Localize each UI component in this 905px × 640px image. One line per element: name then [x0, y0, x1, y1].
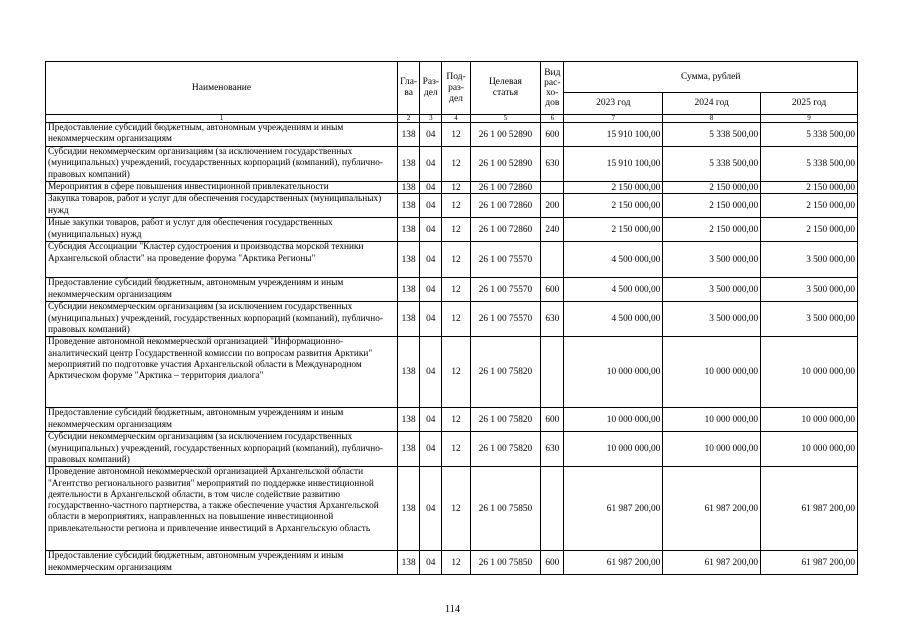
- table-row: [46, 123, 858, 147]
- table-body: [46, 123, 858, 575]
- row-chapter: 138: [398, 432, 420, 467]
- row-amount-2024: 61 987 200,00: [663, 551, 761, 575]
- row-name: Субсидии некоммерческим организациям (за исключением государственных (муниципальных) учреждений, государственных корпораций (компаний), публично-правовых компаний): [46, 432, 398, 467]
- row-target: 26 1 00 75570: [470, 278, 541, 302]
- row-amount-2024: 5 338 500,00: [663, 123, 761, 147]
- row-subsection: 12: [442, 432, 470, 467]
- row-target: 26 1 00 52890: [470, 123, 541, 147]
- row-chapter: 138: [398, 194, 420, 218]
- row-amount-2024: 2 150 000,00: [663, 218, 761, 242]
- table-row: [46, 147, 858, 182]
- row-section: 04: [420, 467, 442, 551]
- row-expense-type: [541, 337, 564, 408]
- row-section: 04: [420, 432, 442, 467]
- column-number: 9: [761, 115, 858, 123]
- row-expense-type: 200: [541, 194, 564, 218]
- row-name: Иные закупки товаров, работ и услуг для обеспечения государственных (муниципальных) нужд: [46, 218, 398, 242]
- row-subsection: 12: [442, 278, 470, 302]
- table-row: [46, 551, 858, 575]
- header-target: Целевая статья: [470, 62, 541, 115]
- row-expense-type: 630: [541, 302, 564, 337]
- header-expense-type: Вид рас- хо- дов: [541, 62, 564, 115]
- row-section: 04: [420, 337, 442, 408]
- row-target: 26 1 00 75570: [470, 302, 541, 337]
- row-target: 26 1 00 75820: [470, 408, 541, 432]
- table-row: [46, 467, 858, 551]
- row-subsection: 12: [442, 182, 470, 194]
- row-amount-2025: 2 150 000,00: [761, 218, 858, 242]
- row-chapter: 138: [398, 302, 420, 337]
- row-expense-type: [541, 242, 564, 278]
- row-chapter: 138: [398, 147, 420, 182]
- page-number: 114: [444, 604, 461, 615]
- budget-table: [45, 61, 858, 575]
- row-chapter: 138: [398, 123, 420, 147]
- table-row: [46, 218, 858, 242]
- row-chapter: 138: [398, 242, 420, 278]
- row-amount-2024: 3 500 000,00: [663, 278, 761, 302]
- row-expense-type: 630: [541, 147, 564, 182]
- row-section: 04: [420, 278, 442, 302]
- header-subsection: Под- раз- дел: [442, 62, 470, 115]
- row-amount-2023: 10 000 000,00: [564, 408, 663, 432]
- row-amount-2024: 2 150 000,00: [663, 182, 761, 194]
- row-amount-2023: 61 987 200,00: [564, 551, 663, 575]
- row-amount-2024: 3 500 000,00: [663, 242, 761, 278]
- row-chapter: 138: [398, 551, 420, 575]
- row-amount-2025: 10 000 000,00: [761, 337, 858, 408]
- header-year-2025: 2025 год: [761, 93, 858, 115]
- row-target: 26 1 00 72860: [470, 182, 541, 194]
- row-subsection: 12: [442, 337, 470, 408]
- row-section: 04: [420, 551, 442, 575]
- row-section: 04: [420, 194, 442, 218]
- row-subsection: 12: [442, 408, 470, 432]
- row-section: 04: [420, 147, 442, 182]
- row-amount-2024: 10 000 000,00: [663, 408, 761, 432]
- row-name: Субсидии некоммерческим организациям (за исключением государственных (муниципальных) учреждений, государственных корпораций (компаний), публично-правовых компаний): [46, 302, 398, 337]
- table-row: [46, 408, 858, 432]
- row-section: 04: [420, 123, 442, 147]
- row-subsection: 12: [442, 147, 470, 182]
- row-expense-type: 240: [541, 218, 564, 242]
- row-section: 04: [420, 302, 442, 337]
- header-chapter: Гла- ва: [398, 62, 420, 115]
- row-chapter: 138: [398, 467, 420, 551]
- row-section: 04: [420, 242, 442, 278]
- header-year-2023: 2023 год: [564, 93, 663, 115]
- row-amount-2023: 15 910 100,00: [564, 147, 663, 182]
- row-name: Проведение автономной некоммерческой организацией Архангельской области "Агентство регионального развития" мероприятий по поддержке инвестиционной деятельности в Архангельской области, в том числе содействие развитию государственно-частного партнерства, а также обеспечение участия Архангельской области в мероприятиях, направленных на повышение инвестиционной привлекательности региона и привлечение инвестиций в Архангельскую область: [46, 467, 398, 551]
- row-expense-type: 600: [541, 408, 564, 432]
- row-amount-2025: 5 338 500,00: [761, 147, 858, 182]
- column-number: 1: [46, 115, 398, 123]
- row-amount-2023: 2 150 000,00: [564, 194, 663, 218]
- row-amount-2025: 5 338 500,00: [761, 123, 858, 147]
- column-number: 6: [541, 115, 564, 123]
- row-subsection: 12: [442, 218, 470, 242]
- row-amount-2024: 10 000 000,00: [663, 432, 761, 467]
- column-number: 4: [442, 115, 470, 123]
- row-amount-2023: 10 000 000,00: [564, 337, 663, 408]
- row-subsection: 12: [442, 242, 470, 278]
- row-subsection: 12: [442, 551, 470, 575]
- row-target: 26 1 00 75570: [470, 242, 541, 278]
- column-number: 3: [420, 115, 442, 123]
- row-target: 26 1 00 75850: [470, 551, 541, 575]
- row-chapter: 138: [398, 218, 420, 242]
- row-name: Мероприятия в сфере повышения инвестиционной привлекательности: [46, 182, 398, 194]
- row-name: Субсидии некоммерческим организациям (за исключением государственных (муниципальных) учреждений, государственных корпораций (компаний), публично-правовых компаний): [46, 147, 398, 182]
- table-row: [46, 194, 858, 218]
- row-subsection: 12: [442, 123, 470, 147]
- row-amount-2024: 2 150 000,00: [663, 194, 761, 218]
- row-section: 04: [420, 182, 442, 194]
- row-amount-2024: 5 338 500,00: [663, 147, 761, 182]
- row-chapter: 138: [398, 278, 420, 302]
- table-row: [46, 337, 858, 408]
- row-chapter: 138: [398, 408, 420, 432]
- row-name: Проведение автономной некоммерческой организацией "Информационно-аналитический центр Государственной комиссии по вопросам развития Арктики" мероприятий по подготовке участия Архангельской области в Международном Арктическом форуме "Арктика – территория диалога": [46, 337, 398, 408]
- table-row: [46, 302, 858, 337]
- column-number: 5: [470, 115, 541, 123]
- column-number-row: [46, 115, 858, 123]
- row-amount-2025: 3 500 000,00: [761, 242, 858, 278]
- row-expense-type: [541, 182, 564, 194]
- row-name: Предоставление субсидий бюджетным, автономным учреждениям и иным некоммерческим организациям: [46, 278, 398, 302]
- row-expense-type: [541, 467, 564, 551]
- row-amount-2025: 61 987 200,00: [761, 467, 858, 551]
- header-name: Наименование: [46, 62, 398, 115]
- row-amount-2025: 2 150 000,00: [761, 182, 858, 194]
- row-amount-2025: 2 150 000,00: [761, 194, 858, 218]
- row-amount-2025: 10 000 000,00: [761, 408, 858, 432]
- row-target: 26 1 00 72860: [470, 218, 541, 242]
- table-row: [46, 432, 858, 467]
- header-section: Раз- дел: [420, 62, 442, 115]
- row-target: 26 1 00 75820: [470, 432, 541, 467]
- row-name: Предоставление субсидий бюджетным, автономным учреждениям и иным некоммерческим организациям: [46, 123, 398, 147]
- column-number: 8: [663, 115, 761, 123]
- row-chapter: 138: [398, 182, 420, 194]
- row-subsection: 12: [442, 194, 470, 218]
- header-row: [46, 62, 858, 93]
- row-amount-2024: 61 987 200,00: [663, 467, 761, 551]
- row-amount-2023: 4 500 000,00: [564, 242, 663, 278]
- row-target: 26 1 00 75820: [470, 337, 541, 408]
- row-amount-2025: 3 500 000,00: [761, 302, 858, 337]
- row-section: 04: [420, 408, 442, 432]
- row-amount-2023: 2 150 000,00: [564, 182, 663, 194]
- column-number: 2: [398, 115, 420, 123]
- column-number: 7: [564, 115, 663, 123]
- row-amount-2023: 10 000 000,00: [564, 432, 663, 467]
- row-amount-2025: 10 000 000,00: [761, 432, 858, 467]
- row-amount-2023: 15 910 100,00: [564, 123, 663, 147]
- row-expense-type: 600: [541, 551, 564, 575]
- row-amount-2023: 4 500 000,00: [564, 302, 663, 337]
- row-name: Предоставление субсидий бюджетным, автономным учреждениям и иным некоммерческим организациям: [46, 408, 398, 432]
- row-amount-2023: 4 500 000,00: [564, 278, 663, 302]
- table-row: [46, 278, 858, 302]
- row-expense-type: 600: [541, 278, 564, 302]
- row-name: Субсидия Ассоциации "Кластер судостроения и производства морской техники Архангельской области" на проведение форума "Арктика Регионы": [46, 242, 398, 278]
- header-sum-title: Сумма, рублей: [564, 62, 858, 93]
- row-amount-2024: 3 500 000,00: [663, 302, 761, 337]
- row-subsection: 12: [442, 302, 470, 337]
- row-amount-2024: 10 000 000,00: [663, 337, 761, 408]
- row-name: Предоставление субсидий бюджетным, автономным учреждениям и иным некоммерческим организациям: [46, 551, 398, 575]
- row-expense-type: 600: [541, 123, 564, 147]
- row-subsection: 12: [442, 467, 470, 551]
- row-target: 26 1 00 52890: [470, 147, 541, 182]
- row-target: 26 1 00 72860: [470, 194, 541, 218]
- row-amount-2023: 2 150 000,00: [564, 218, 663, 242]
- row-expense-type: 630: [541, 432, 564, 467]
- table-row: [46, 182, 858, 194]
- row-amount-2025: 3 500 000,00: [761, 278, 858, 302]
- table-row: [46, 242, 858, 278]
- row-amount-2025: 61 987 200,00: [761, 551, 858, 575]
- row-section: 04: [420, 218, 442, 242]
- row-target: 26 1 00 75850: [470, 467, 541, 551]
- row-chapter: 138: [398, 337, 420, 408]
- header-year-2024: 2024 год: [663, 93, 761, 115]
- row-amount-2023: 61 987 200,00: [564, 467, 663, 551]
- row-name: Закупка товаров, работ и услуг для обеспечения государственных (муниципальных) нужд: [46, 194, 398, 218]
